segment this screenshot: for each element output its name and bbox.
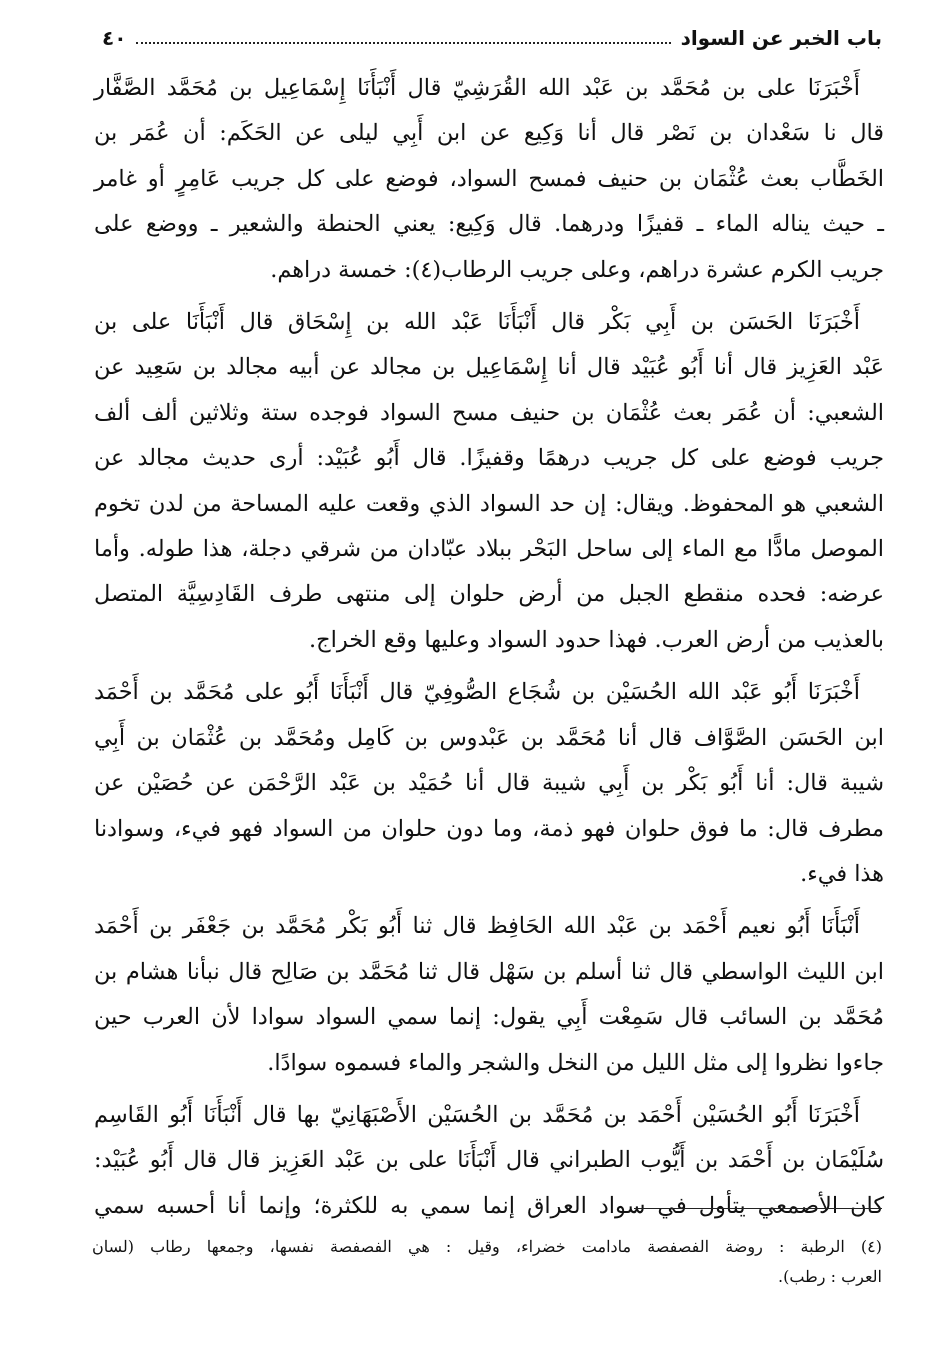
paragraph-4: [94, 904, 884, 1086]
text-line: أَنْبَأَنَا أَبُو نعيم أَحْمَد بن عَبْد الله الحَافِظ قال ثنا أَبُو بَكْر مُحَمَّد بن جَعْفَر بن أَحْمَد: [94, 913, 860, 940]
text-line: جريب فوضع على كل جريب درهمًا وقفيزًا. قال أَبُو عُبَيْد: أرى حديث مجالد عن: [94, 445, 884, 472]
text-line: بالعذيب من أرض العرب. فهذا حدود السواد وعليها وقع الخراج.: [309, 626, 884, 653]
text-line: الموصل مادًّا مع الماء إلى ساحل البَحْر ببلاد عبّادان من شرقي دجلة، هذا طوله. وأما: [94, 536, 884, 563]
header-dotted-leader: [136, 42, 670, 44]
text-line: شيبة قال: أنا أَبُو بَكْر بن أَبِي شيبة قال أنا حُمَيْد بن عَبْد الرَّحْمَن عن حُصَيْن عن: [94, 770, 884, 797]
text-line: أَخْبَرَنَا أَبُو عَبْد الله الحُسَيْن بن شُجَاع الصُّوفِيّ قال أَنْبَأَنَا أَبُو على مُحَمَّد بن أَحْمَد: [94, 679, 860, 706]
footnote-line: العرب : رطب).: [778, 1267, 882, 1286]
text-line: عَبْد العَزِيز قال أنا أَبُو عُبَيْد قال أنا إِسْمَاعِيل بن مجالد عن أبيه مجالد بن سَعِيد عن: [94, 354, 884, 381]
text-line: ابن الليث الواسطي قال ثنا أسلم بن سَهْل قال ثنا مُحَمَّد بن صَالِح قال نبأنا هشام بن: [94, 958, 884, 985]
text-line: سُلَيْمَان بن أَحْمَد بن أَيُّوب الطبراني قال أَنْبَأَنَا على بن عَبْد العَزِيز قال قال أَبُو عُبَيْد:: [94, 1147, 884, 1174]
paragraph-2: [94, 300, 884, 663]
text-line: ابن الحَسَن الصَّوَّاف قال أنا مُحَمَّد بن عَبْدوس بن كَامِل ومُحَمَّد بن عُثْمَان بن أَبِي: [94, 724, 884, 751]
text-line: مطرف قال: ما فوق حلوان فهو ذمة، وما دون حلوان من السواد فهو فيء، وسوادنا: [94, 815, 884, 842]
text-line: عرضه: فحده منقطع الجبل من أرض حلوان إلى منتهى طرف القَادِسِيَّة المتصل: [94, 581, 884, 608]
footnote: [92, 1232, 882, 1292]
text-line: ـ حيث يناله الماء ـ قفيزًا ودرهما. قال وَكِيع: يعني الحنطة والشعير ـ ووضع على: [94, 211, 884, 238]
footnote-separator: [634, 1208, 882, 1209]
paragraph-3: [94, 670, 884, 897]
text-line: الخَطَّاب بعث عُثْمَان بن حنيف فمسح السواد، فوضع على كل جريب عَامِرٍ أو غامر: [94, 165, 884, 192]
text-line: هذا فيء.: [800, 860, 884, 887]
text-line: جاءوا نظروا إلى مثل الليل من النخل والشجر والماء فسموه سوادًا.: [267, 1049, 884, 1076]
text-line: جريب الكرم عشرة دراهم، وعلى جريب الرطاب(٤): خمسة دراهم.: [270, 256, 884, 283]
text-line: الشعبي: أن عُمَر بعث عُثْمَان بن حنيف مسح السواد فوجده ستة وثلاثين ألف ألف: [94, 399, 884, 426]
paragraph-1: [94, 66, 884, 293]
footnote-line: (٤) الرطبة : روضة الفصفصة مادامت خضراء، وقيل : هي الفصفصة نفسها، وجمعها رطاب (لسان: [92, 1237, 883, 1256]
page-body: [94, 66, 884, 1236]
text-line: أَخْبَرَنَا أَبُو الحُسَيْن أَحْمَد بن مُحَمَّد بن الحُسَيْن الأَصْبَهَانِيّ بها قال أَنْبَأَنَا أَبُو القَاسِم: [94, 1101, 860, 1128]
page-number: ٤٠: [102, 26, 127, 50]
running-title: باب الخبر عن السواد: [680, 26, 882, 50]
text-line: كان الأصمعي يتأول في سواد العراق إنما سمي به للكثرة؛ وإنما أنا أحسبه سمي: [94, 1192, 884, 1219]
text-line: أَخْبَرَنَا على بن مُحَمَّد بن عَبْد الله القُرَشِيّ قال أَنْبَأَنَا إِسْمَاعِيل بن مُحَمَّد الصَّفَّار: [94, 75, 860, 101]
text-line: قال نا سَعْدان بن نَصْر قال أنا وَكِيع عن ابن أَبِي ليلى عن الحَكَم: أن عُمَر بن: [94, 120, 884, 147]
text-line: الشعبي هو المحفوظ. ويقال: إن حد السواد الذي وقعت عليه المساحة من لدن تخوم: [94, 490, 884, 517]
text-line: مُحَمَّد بن السائب قال سَمِعْت أَبِي يقول: إنما سمي السواد سوادا لأن العرب حين: [94, 1004, 884, 1031]
page-header: [102, 26, 882, 50]
text-line: أَخْبَرَنَا الحَسَن بن أَبِي بَكْر قال أَنْبَأَنَا عَبْد الله بن إِسْحَاق قال أَنْبَأَنَا على بن: [94, 309, 860, 336]
